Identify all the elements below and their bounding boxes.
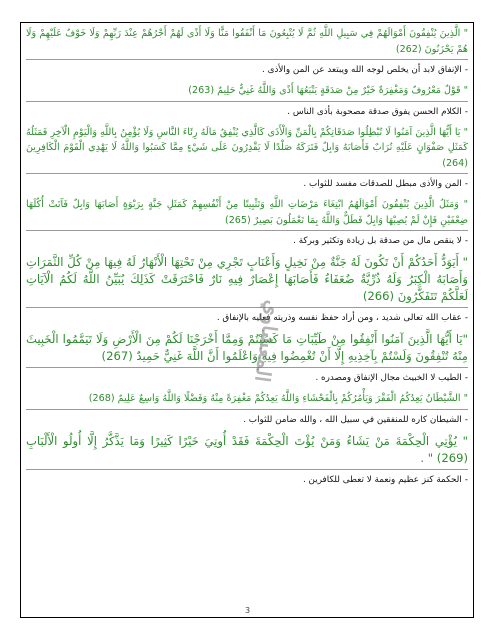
page-content	[26, 26, 468, 493]
note-263: -الكلام الحسن يفوق صدقة مصحوبة بأذى الناس .	[287, 106, 468, 117]
divider	[26, 173, 468, 174]
verse-263: " قَوْلٌ مَعْرُوفٌ وَمَغْفِرَةٌ خَيْرٌ مِنْ صَدَقَةٍ يَتْبَعُهَا أَذًى وَاللَّهُ غَنِيٌّ حَلِيمٌ (263)	[188, 85, 468, 96]
note-266: -عقاب الله تعالى شديد ، ومن أراد حفظ نفسه وذريته فعليه بالإنفاق .	[216, 313, 468, 323]
note-text: لا ينقص مال من صدقة بل زيادة وتكثير وبركة .	[293, 236, 462, 246]
page-number: 3	[244, 606, 251, 615]
note-text: الكلام الحسن يفوق صدقة مصحوبة بأذى الناس .	[287, 106, 462, 117]
note-262: -الإنفاق لابد أن يخلص لوجه الله ويبتعد عن المن والأذى .	[262, 65, 468, 75]
note-264: -المن والأذى مبطل للصدقات مفسد للثواب .	[303, 179, 468, 189]
verse-266: " أَيَوَدُّ أَحَدُكُمْ أَنْ تَكُونَ لَهُ جَنَّةٌ مِنْ نَخِيلٍ وَأَعْنَابٍ تَجْرِي مِنْ تَحْتِهَا الْأَنْهَارُ لَهُ فِيهَا مِنْ كُلِّ الثَّمَرَاتِ وَأَصَابَهُ الْكِبَرُ وَلَهُ ذُرِّيَّةٌ ضُعَفَاءُ فَأَصَابَهَا إِعْصَارٌ فِيهِ نَارٌ فَاحْتَرَقَتْ كَذَلِكَ يُبَيِّنُ اللَّهُ لَكُمُ الْآيَاتِ لَعَلَّكُمْ تَتَفَكَّرُونَ (266)	[26, 255, 468, 303]
divider	[26, 409, 468, 410]
note-text: الحكمة كنز عظيم ونعمة لا تعطى للكافرين .	[302, 474, 462, 485]
note-268: -الشيطان كاره للمنفقين في سبيل الله ، والله ضامن للثواب .	[243, 414, 468, 425]
verse-268: " الشَّيْطَانُ يَعِدُكُمُ الْفَقْرَ وَيَأْمُرُكُمْ بِالْفَحْشَاءِ وَاللَّهُ يَعِدُكُمْ مَغْفِرَةً مِنْهُ وَفَضْلًا وَاللَّهُ وَاسِعٌ عَلِيمٌ (268)	[88, 393, 468, 404]
note-text: عقاب الله تعالى شديد ، ومن أراد حفظ نفسه وذريته فعليه بالإنفاق .	[216, 313, 462, 323]
divider	[26, 469, 468, 470]
note-267: -الطيب لا الخبيث مجال الإنفاق ومصدره .	[315, 373, 468, 383]
verse-267: "يَا أَيُّهَا الَّذِينَ آمَنُوا أَنْفِقُوا مِنْ طَيِّبَاتِ مَا كَسَبْتُمْ وَمِمَّا أَخْرَجْنَا لَكُمْ مِنَ الْأَرْضِ وَلَا تَيَمَّمُوا الْخَبِيثَ مِنْهُ تُنْفِقُونَ وَلَسْتُمْ بِآخِذِيهِ إِلَّا أَنْ تُغْمِضُوا فِيهِ وَاعْلَمُوا أَنَّ اللَّهَ غَنِيٌّ حَمِيدٌ (267)	[26, 332, 468, 363]
watermark: المعشاوي	[250, 298, 286, 384]
verse-269: " يُؤْتِي الْحِكْمَةَ مَنْ يَشَاءُ وَمَنْ يُؤْتَ الْحِكْمَةَ فَقَدْ أُوتِيَ خَيْرًا كَثِيرًا وَمَا يَذَّكَّرُ إِلَّا أُولُو الْأَلْبَابِ (269) " .	[26, 433, 468, 465]
verse-264: " يَا أَيُّهَا الَّذِينَ آمَنُوا لَا تُبْطِلُوا صَدَقَاتِكُمْ بِالْمَنِّ وَالْأَذَى كَالَّذِي يُنْفِقُ مَالَهُ رِئَاءَ النَّاسِ وَلَا يُؤْمِنُ بِاللَّهِ وَالْيَوْمِ الْآخِرِ فَمَثَلُهُ كَمَثَلِ صَفْوَانٍ عَلَيْهِ تُرَابٌ فَأَصَابَهُ وَابِلٌ فَتَرَكَهُ صَلْدًا لَا يَقْدِرُونَ عَلَى شَيْءٍ مِمَّا كَسَبُوا وَاللَّهُ لَا يَهْدِي الْقَوْمَ الْكَافِرِينَ (264)	[26, 126, 468, 169]
note-text: الطيب لا الخبيث مجال الإنفاق ومصدره .	[315, 373, 462, 383]
divider	[26, 230, 468, 231]
note-269: -الحكمة كنز عظيم ونعمة لا تعطى للكافرين .	[302, 474, 468, 485]
note-text: المن والأذى مبطل للصدقات مفسد للثواب .	[303, 179, 462, 189]
note-text: الإنفاق لابد أن يخلص لوجه الله ويبتعد عن المن والأذى .	[262, 65, 462, 75]
verse-265: " وَمَثَلُ الَّذِينَ يُنْفِقُونَ أَمْوَالَهُمُ ابْتِغَاءَ مَرْضَاتِ اللَّهِ وَتَثْبِيتًا مِنْ أَنْفُسِهِمْ كَمَثَلِ جَنَّةٍ بِرَبْوَةٍ أَصَابَهَا وَابِلٌ فَآتَتْ أُكُلَهَا ضِعْفَيْنِ فَإِنْ لَمْ يُصِبْهَا وَابِلٌ فَطَلٌّ وَاللَّهُ بِمَا تَعْمَلُونَ بَصِيرٌ (265)	[26, 199, 468, 226]
note-265: -لا ينقص مال من صدقة بل زيادة وتكثير وبركة .	[293, 236, 468, 246]
note-text: الشيطان كاره للمنفقين في سبيل الله ، والله ضامن للثواب .	[243, 414, 462, 425]
verse-262: " الَّذِينَ يُنْفِقُونَ أَمْوَالَهُمْ فِي سَبِيلِ اللَّهِ ثُمَّ لَا يُتْبِعُونَ مَا أَنْفَقُوا مَنًّا وَلَا أَذًى لَهُمْ أَجْرُهُمْ عِنْدَ رَبِّهِمْ وَلَا خَوْفٌ عَلَيْهِمْ وَلَا هُمْ يَحْزَنُونَ (262)	[26, 28, 468, 55]
divider	[26, 59, 468, 60]
divider	[26, 101, 468, 102]
